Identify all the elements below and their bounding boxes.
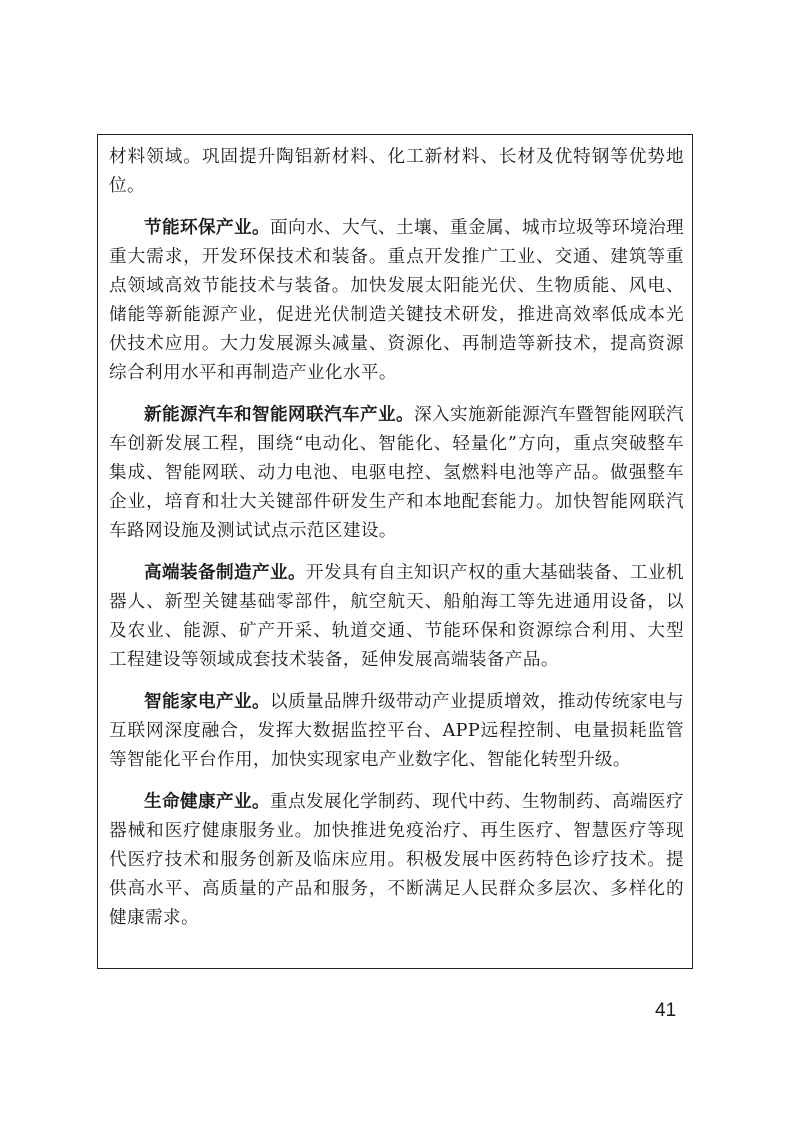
section-body: 面向水、大气、土壤、重金属、城市垃圾等环境治理重大需求，开发环保技术和装备。重点开发推广工业、交通、建筑等重点领域高效节能技术与装备。加快发展太阳能光伏、生物质能、风电、储能等新能源产业，促进光伏制造关键技术研发，推进高效率低成本光伏技术应用。大力发展源头减量、资源化、再制造等新技术，提高资源综合利用水平和再制造产业化水平。 — [109, 218, 684, 383]
section-new-energy-vehicles — [109, 400, 684, 546]
section-life-health — [109, 787, 684, 933]
section-body: 深入实施新能源汽车暨智能网联汽车创新发展工程，围绕“电动化、智能化、轻量化”方向，重点突破整车集成、智能网联、动力电池、电驱电控、氢燃料电池等产品。做强整车企业，培育和壮大关键部件研发生产和本地配套能力。加快智能网联汽车路网设施及测试试点示范区建设。 — [109, 405, 684, 541]
intro-paragraph — [109, 143, 684, 201]
section-body: 重点发展化学制药、现代中药、生物制药、高端医疗器械和医疗健康服务业。加快推进免疫治疗、再生医疗、智慧医疗等现代医疗技术和服务创新及临床应用。积极发展中医药特色诊疗技术。提供高水平、高质量的产品和服务，不断满足人民群众多层次、多样化的健康需求。 — [109, 792, 684, 928]
section-energy-saving — [109, 213, 684, 388]
intro-text: 材料领域。巩固提升陶铝新材料、化工新材料、长材及优特钢等优势地位。 — [109, 147, 684, 196]
content-box — [97, 134, 693, 969]
section-heading: 节能环保产业。 — [144, 217, 270, 238]
section-smart-appliances — [109, 687, 684, 775]
section-heading: 生命健康产业。 — [144, 791, 270, 812]
section-body: 以质量品牌升级带动产业提质增效，推动传统家电与互联网深度融合，发挥大数据监控平台、APP远程控制、电量损耗监管等智能化平台作用，加快实现家电产业数字化、智能化转型升级。 — [109, 692, 684, 770]
section-heading: 新能源汽车和智能网联汽车产业。 — [144, 404, 414, 425]
page-number: 41 — [655, 1000, 677, 1021]
section-high-end-equipment — [109, 558, 684, 675]
section-heading: 智能家电产业。 — [144, 691, 270, 712]
section-body: 开发具有自主知识产权的重大基础装备、工业机器人、新型关键基础零部件，航空航天、船舶海工等先进通用设备，以及农业、能源、矿产开采、轨道交通、节能环保和资源综合利用、大型工程建设等领域成套技术装备，延伸发展高端装备产品。 — [109, 563, 684, 670]
section-heading: 高端装备制造产业。 — [144, 562, 306, 583]
